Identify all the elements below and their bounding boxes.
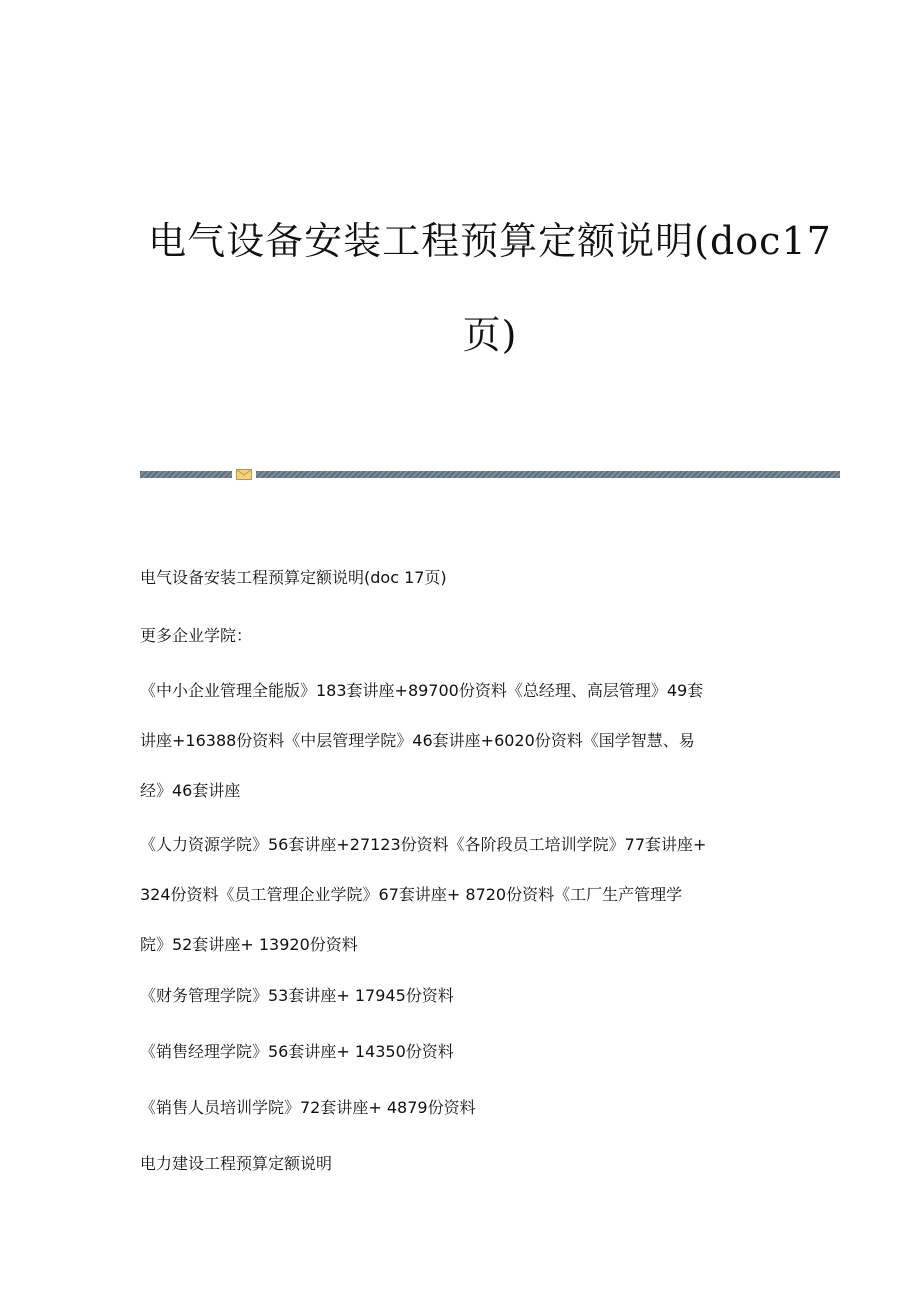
divider-bar-right bbox=[256, 471, 840, 478]
paragraph-sales-training-academy bbox=[140, 1083, 780, 1133]
text-line: 电气设备安装工程预算定额说明(doc 17页) bbox=[140, 568, 447, 587]
text-line: 讲座+16388份资料《中层管理学院》46套讲座+6020份资料《国学智慧、易 bbox=[140, 731, 695, 750]
document-title-line-2: 页) bbox=[462, 313, 518, 357]
text-line: 电力建设工程预算定额说明 bbox=[140, 1154, 333, 1173]
paragraph-sales-manager-academy bbox=[140, 1027, 780, 1077]
paragraph-hr-academy bbox=[140, 820, 780, 970]
paragraph-finance-academy bbox=[140, 971, 780, 1021]
text-line: 《人力资源学院》56套讲座+27123份资料《各阶段员工培训学院》77套讲座+ bbox=[140, 835, 707, 854]
paragraph-sme-management bbox=[140, 666, 780, 816]
paragraph-doc-title bbox=[140, 553, 780, 603]
text-line: 《销售经理学院》56套讲座+ 14350份资料 bbox=[140, 1042, 454, 1061]
text-line: 更多企业学院： bbox=[140, 626, 253, 645]
envelope-icon bbox=[236, 469, 252, 480]
paragraph-power-construction bbox=[140, 1139, 780, 1189]
text-line: 院》52套讲座+ 13920份资料 bbox=[140, 935, 358, 954]
text-line: 《销售人员培训学院》72套讲座+ 4879份资料 bbox=[140, 1098, 476, 1117]
text-line: 《中小企业管理全能版》183套讲座+89700份资料《总经理、高层管理》49套 bbox=[140, 681, 704, 700]
text-line: 《财务管理学院》53套讲座+ 17945份资料 bbox=[140, 986, 454, 1005]
divider-bar-left bbox=[140, 471, 232, 478]
text-line: 324份资料《员工管理企业学院》67套讲座+ 8720份资料《工厂生产管理学 bbox=[140, 885, 683, 904]
document-title-line-1: 电气设备安装工程预算定额说明(doc17 bbox=[148, 219, 832, 263]
title-divider bbox=[140, 470, 840, 479]
paragraph-more-academies bbox=[140, 611, 780, 661]
text-line: 经》46套讲座 bbox=[140, 781, 241, 800]
